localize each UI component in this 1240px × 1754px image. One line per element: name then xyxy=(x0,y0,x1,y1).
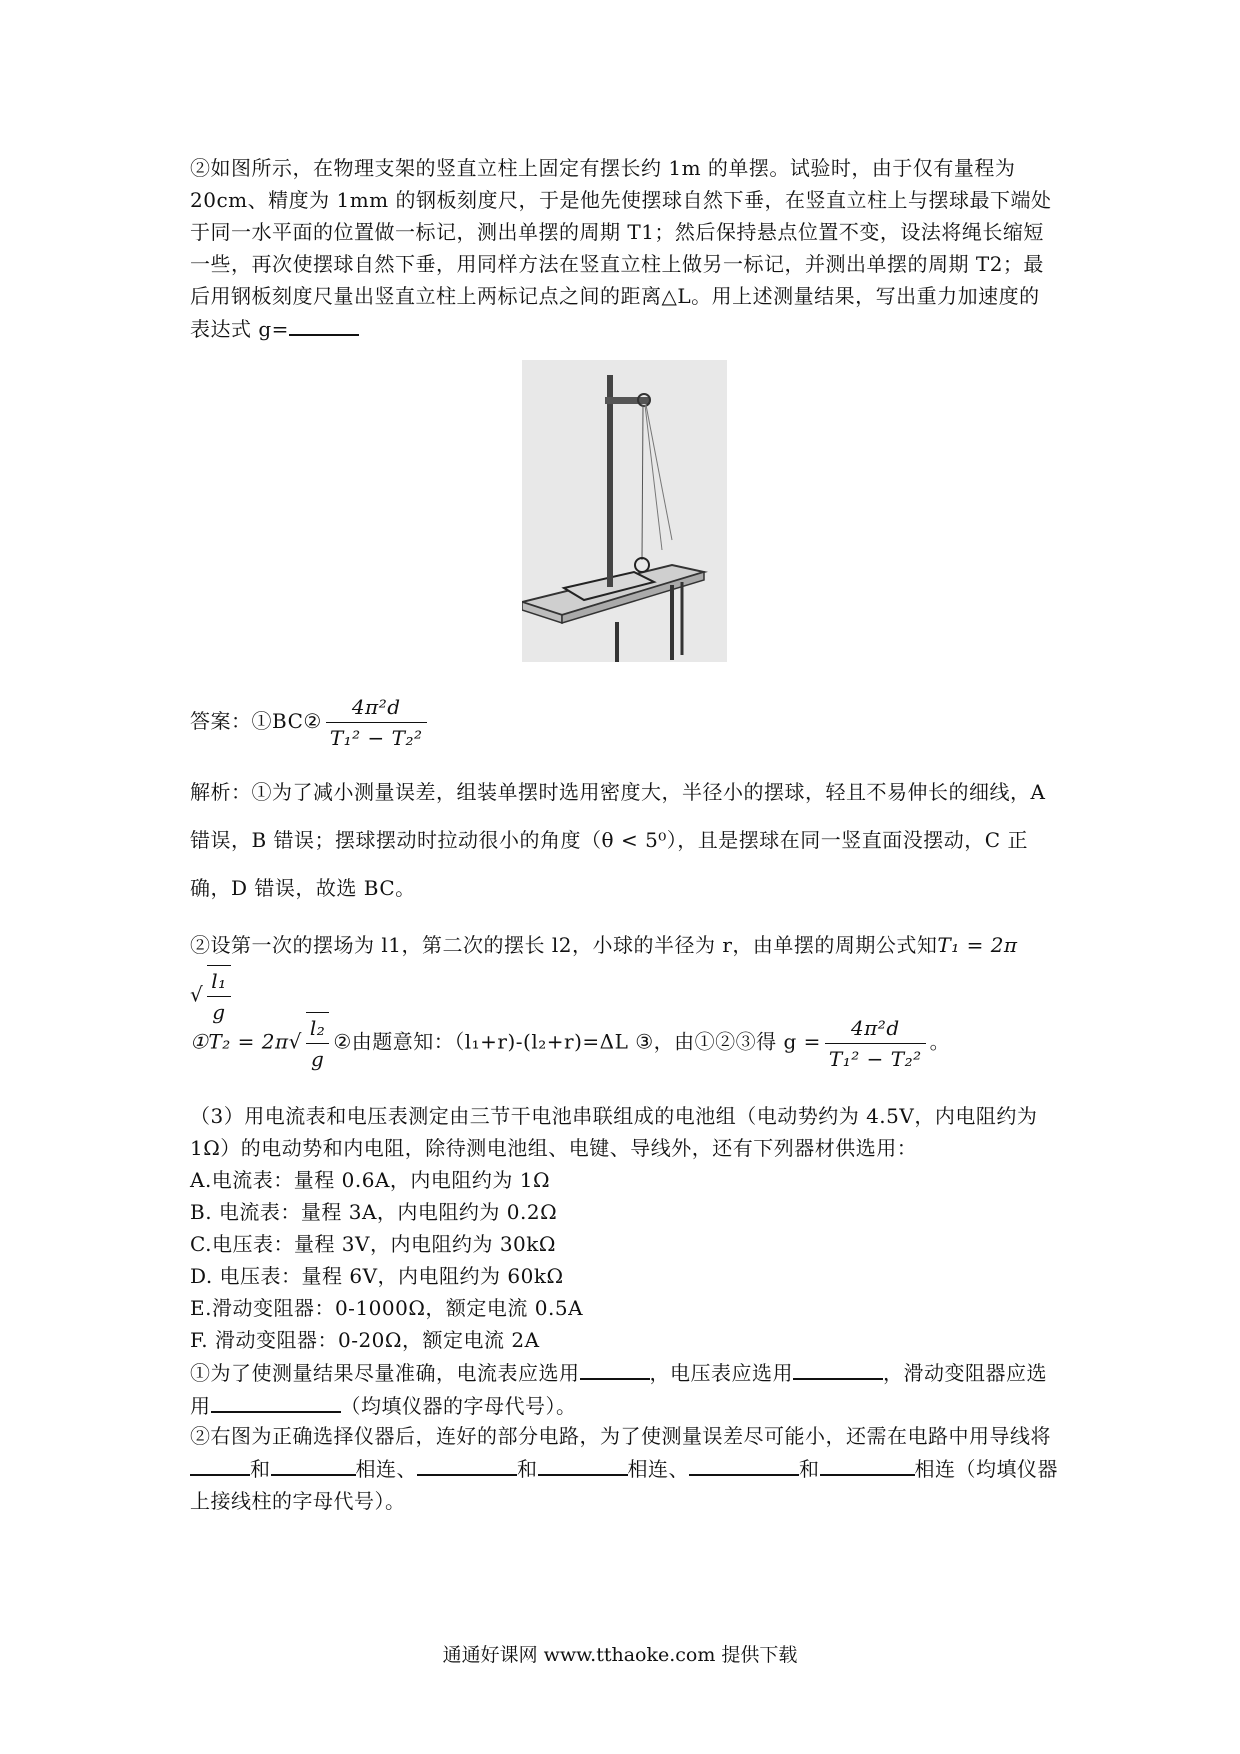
sqrt-1: √ $\frac{\text{l₁}}{g}$ xyxy=(190,965,235,1027)
terminal-blank-1 xyxy=(190,1452,250,1476)
period-formula-1: T₁ = 2π xyxy=(937,933,1018,957)
rheostat-blank xyxy=(211,1389,341,1413)
analysis-end: 。 xyxy=(929,1029,951,1054)
q1-text-d: （均填仪器的字母代号）。 xyxy=(340,1394,577,1418)
terminal-blank-5 xyxy=(689,1452,799,1476)
question-part-1 xyxy=(190,1356,1060,1422)
q2-text-end: 相连（均填仪器上接线柱的字母代号）。 xyxy=(190,1457,1058,1513)
ammeter-blank xyxy=(580,1356,650,1380)
sqrt-2-den: g xyxy=(310,1047,325,1071)
terminal-blank-2 xyxy=(271,1452,356,1476)
page-footer: 通通好课网 www.tthaoke.com 提供下载 xyxy=(442,1644,798,1666)
voltmeter-blank xyxy=(793,1356,883,1380)
result-denominator: T₁² − T₂² xyxy=(828,1046,922,1071)
result-fraction xyxy=(825,1013,926,1074)
analysis-paragraph-3 xyxy=(190,1012,1060,1074)
analysis-text-2: ②设第一次的摆场为 l1，第二次的摆长 l2，小球的半径为 r，由单摆的周期公式知 xyxy=(190,933,938,957)
question-3-text: （3）用电流表和电压表测定由三节干电池串联组成的电池组（电动势约为 4.5V，内电阻约为 1Ω）的电动势和内电阻，除待测电池组、电键、导线外，还有下列器材供选用： xyxy=(190,1104,1038,1160)
option-d: D. 电压表：量程 6V，内电阻约为 60kΩ xyxy=(190,1264,564,1288)
answer-blank xyxy=(289,312,359,336)
option-e: E.滑动变阻器：0-1000Ω，额定电流 0.5A xyxy=(190,1296,584,1320)
terminal-blank-3 xyxy=(417,1452,517,1476)
option-f: F. 滑动变阻器：0-20Ω，额定电流 2A xyxy=(190,1328,540,1352)
terminal-blank-6 xyxy=(820,1452,915,1476)
analysis-paragraph-1 xyxy=(190,768,1060,912)
q2-and-1: 和 xyxy=(250,1457,271,1481)
answer-numerator: 4π²d xyxy=(326,692,427,723)
pendulum-figure xyxy=(522,360,727,662)
question-paragraph xyxy=(190,152,1060,345)
question-text: ②如图所示，在物理支架的竖直立柱上固定有摆长约 1m 的单摆。试验时，由于仅有量程为 20cm、精度为 1mm 的钢板刻度尺，于是他先使摆球自然下垂，在竖直立柱上与摆球最下端处于同一水平面的位置做一标记，测出单摆的周期 T1；然后保持悬点位置不变，设法将绳长缩短一些，再次使摆球自然下垂，用同样方法在竖直立柱上做另一标记，并测出单摆的周期 T2；最后用钢板刻度尺量出竖直立柱上两标记点之间的距离△L。用上述测量结果，写出重力加速度的表达式 g= xyxy=(190,156,1052,341)
question-part-2 xyxy=(190,1420,1060,1517)
sqrt-2: √ $\frac{\text{l₂}}{g}$ xyxy=(289,1012,334,1074)
period-formula-2: ①T₂ = 2π xyxy=(190,1029,289,1054)
q1-text-b: ，电压表应选用 xyxy=(649,1361,793,1385)
q2-conn-1: 相连、 xyxy=(355,1457,417,1481)
result-numerator: 4π²d xyxy=(825,1013,926,1044)
options-list xyxy=(190,1164,1060,1356)
question-3-intro xyxy=(190,1100,1060,1164)
q2-text-a: ②右图为正确选择仪器后，连好的部分电路，为了使测量误差尽可能小，还需在电路中用导线将 xyxy=(190,1424,1051,1448)
answer-label: 答案：①BC② xyxy=(190,709,322,733)
q1-text-c: ，滑动变阻器应选用 xyxy=(190,1361,1047,1418)
analysis-text-1: 解析：①为了减小测量误差，组装单摆时选用密度大，半径小的摆球，轻且不易伸长的细线，A 错误，B 错误；摆球摆动时拉动很小的角度（θ < 5⁰），且是摆球在同一竖直面没摆动，C 正确，D 错误，故选 BC。 xyxy=(190,780,1046,900)
answer-line xyxy=(190,692,1060,753)
sqrt-1-num: l₁ xyxy=(207,966,230,997)
q1-text-a: ①为了使测量结果尽量准确，电流表应选用 xyxy=(190,1361,580,1385)
option-a: A.电流表：量程 0.6A，内电阻约为 1Ω xyxy=(190,1168,551,1192)
answer-denominator: T₁² − T₂² xyxy=(329,726,423,750)
q2-and-2: 和 xyxy=(517,1457,538,1481)
q2-conn-2: 相连、 xyxy=(627,1457,689,1481)
sqrt-2-num: l₂ xyxy=(306,1013,329,1044)
q2-and-3: 和 xyxy=(799,1457,820,1481)
terminal-blank-4 xyxy=(538,1452,628,1476)
sqrt-1-den: g xyxy=(212,1000,226,1024)
analysis-text-3: ②由题意知：（l₁+r)-(l₂+r)=ΔL ③，由①②③得 g = xyxy=(333,1029,821,1054)
answer-fraction xyxy=(326,692,427,753)
option-b: B. 电流表：量程 3A，内电阻约为 0.2Ω xyxy=(190,1200,558,1224)
option-c: C.电压表：量程 3V，内电阻约为 30kΩ xyxy=(190,1232,556,1256)
